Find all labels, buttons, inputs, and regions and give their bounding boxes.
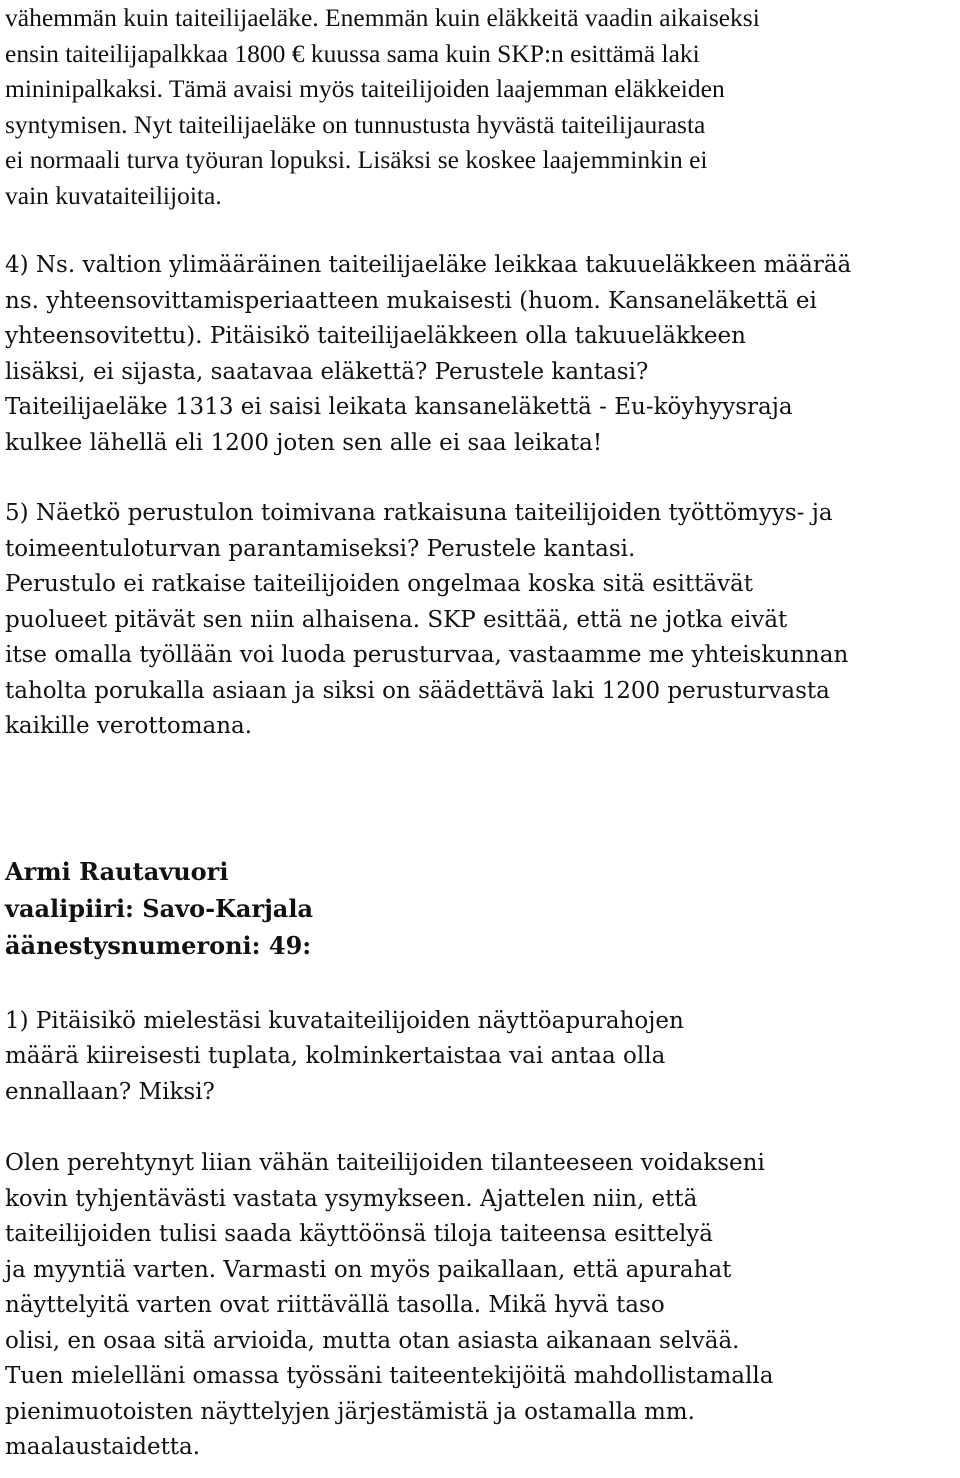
text-line: taiteilijoiden tulisi saada käyttöönsä tiloja taiteensa esittelyä	[5, 1221, 714, 1247]
answer-1-paragraph	[5, 1146, 955, 1466]
candidate-info	[5, 853, 955, 964]
text-line: taholta porukalla asiaan ja siksi on säädettävä laki 1200 perusturvasta	[5, 677, 830, 704]
text-line: yhteensovitettu). Pitäisikö taiteilijaeläkkeen olla takuueläkkeen	[5, 323, 746, 349]
text-line: syntymisen. Nyt taiteilijaeläke on tunnustusta hyvästä taiteilijaurasta	[5, 109, 706, 139]
text-line: vähemmän kuin taiteilijaeläke. Enemmän kuin eläkkeitä vaadin aikaiseksi	[5, 3, 760, 32]
document-page	[5, 0, 955, 1466]
text-line: Tuen mielelläni omassa työssäni taiteentekijöitä mahdollistamalla	[5, 1363, 774, 1389]
question-1-paragraph	[5, 1004, 955, 1111]
text-line: olisi, en osaa sitä arvioida, mutta otan asiasta aikanaan selvää.	[5, 1327, 740, 1354]
text-line: 4) Ns. valtion ylimääräinen taiteilijaeläke leikkaa takuueläkkeen määrää	[5, 252, 852, 278]
text-line: Olen perehtynyt liian vähän taiteilijoiden tilanteeseen voidakseni	[5, 1150, 765, 1176]
candidate-district: vaalipiiri: Savo-Karjala	[5, 893, 314, 923]
text-line: näyttelyitä varten ovat riittävällä tasolla. Mikä hyvä taso	[5, 1292, 665, 1318]
text-line: puolueet pitävät sen niin alhaisena. SKP esittää, että ne jotka eivät	[5, 606, 788, 633]
text-line: itse omalla työllään voi luoda perusturvaa, vastaamme me yhteiskunnan	[5, 642, 849, 668]
text-line: ei normaali turva työuran lopuksi. Lisäksi se koskee laajemminkin ei	[5, 145, 708, 174]
text-line: toimeentuloturvan parantamiseksi? Perustele kantasi.	[5, 535, 636, 562]
text-line: lisäksi, ei sijasta, saatavaa eläkettä? Perustele kantasi?	[5, 358, 649, 385]
text-line: pienimuotoisten näyttelyjen järjestämistä ja ostamalla mm.	[5, 1398, 695, 1425]
candidate-name: Armi Rautavuori	[5, 856, 229, 886]
text-line: 5) Näetkö perustulon toimivana ratkaisuna taiteilijoiden työttömyys- ja	[5, 500, 833, 526]
text-line: Taiteilijaeläke 1313 ei saisi leikata kansaneläkettä - Eu-köyhyysraja	[5, 394, 793, 420]
question-5-paragraph	[5, 496, 955, 745]
text-line: maalaustaidetta.	[5, 1434, 201, 1460]
question-4-paragraph	[5, 248, 955, 461]
text-line: 1) Pitäisikö mielestäsi kuvataiteilijoiden näyttöapurahojen	[5, 1007, 684, 1034]
text-line: määrä kiireisesti tuplata, kolminkertaistaa vai antaa olla	[5, 1043, 666, 1069]
text-line: ns. yhteensovittamisperiaatteen mukaisesti (huom. Kansaneläkettä ei	[5, 287, 817, 314]
text-line: ja myyntiä varten. Varmasti on myös paikallaan, että apurahat	[5, 1256, 732, 1283]
text-line: kaikille verottomana.	[5, 713, 253, 739]
text-line: kulkee lähellä eli 1200 joten sen alle ei saa leikata!	[5, 429, 603, 456]
text-line: ennallaan? Miksi?	[5, 1078, 215, 1105]
text-line: vain kuvataiteilijoita.	[5, 180, 222, 210]
intro-paragraph	[5, 0, 955, 213]
text-line: mininipalkaksi. Tämä avaisi myös taiteilijoiden laajemman eläkkeiden	[5, 74, 725, 103]
text-line: ensin taiteilijapalkkaa 1800 € kuussa sama kuin SKP:n esittämä laki	[5, 38, 700, 68]
text-line: kovin tyhjentävästi vastata ysymykseen. Ajattelen niin, että	[5, 1185, 698, 1212]
text-line: Perustulo ei ratkaise taiteilijoiden ongelmaa koska sitä esittävät	[5, 571, 754, 597]
candidate-number: äänestysnumeroni: 49:	[5, 930, 312, 960]
